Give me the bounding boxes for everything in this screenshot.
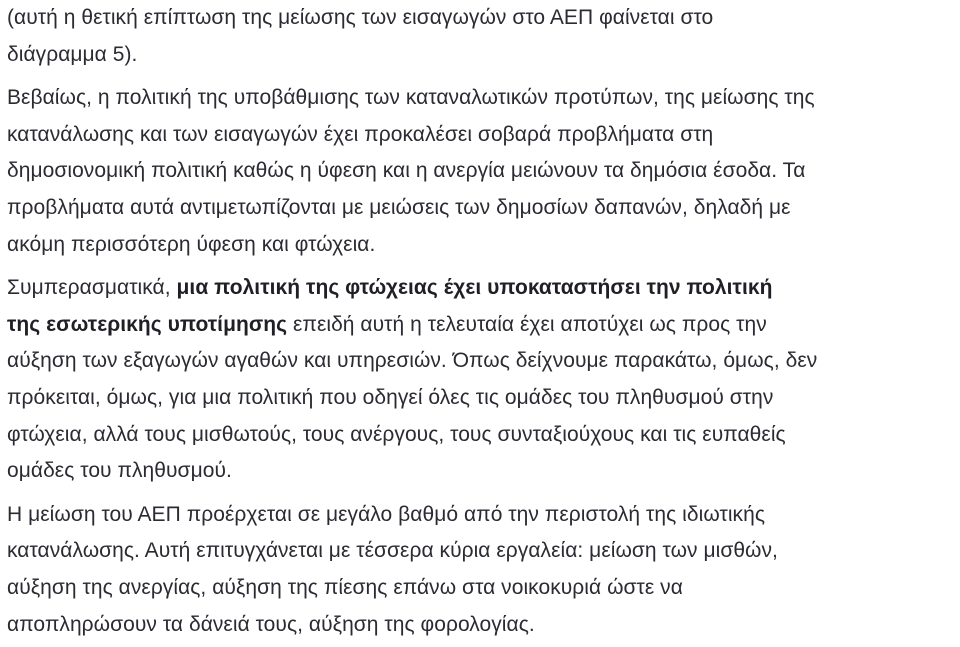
text-line: φτώχεια, αλλά τους μισθωτούς, τους ανέργους, τους συνταξιούχους και τις ευπαθείς [7,422,786,446]
text-line: αύξηση των εξαγωγών αγαθών και υπηρεσιών. Όπως δείχνουμε παρακάτω, όμως, δεν [7,349,818,373]
text-line: προβλήματα αυτά αντιμετωπίζονται με μειώσεις των δημοσίων δαπανών, δηλαδή με [7,195,791,219]
text-line: Βεβαίως, η πολιτική της υποβάθμισης των καταναλωτικών προτύπων, της μείωσης της [7,86,815,110]
paragraph-4 [7,497,954,643]
text-line: (αυτή η θετική επίπτωση της μείωσης των εισαγωγών στο ΑΕΠ φαίνεται στο [7,6,714,29]
text-line: της εσωτερικής υποτίμησης επειδή αυτή η τελευταία έχει αποτύχει ως προς την [7,312,767,336]
text-line: δημοσιονομική πολιτική καθώς η ύφεση και η ανεργία μειώνουν τα δημόσια έσοδα. Τα [7,159,806,183]
emphasis-text: μια πολιτική της φτώχειας έχει υποκαταστήσει την πολιτική [176,276,773,300]
paragraph-3 [7,270,954,490]
paragraph-1 [7,0,954,73]
text-line: κατανάλωσης και των εισαγωγών έχει προκαλέσει σοβαρά προβλήματα στη [7,122,714,146]
paragraph-2 [7,80,954,263]
text-line: διάγραμμα 5). [7,42,138,66]
text-line: Η μείωση του ΑΕΠ προέρχεται σε μεγάλο βαθμό από την περιστολή της ιδιωτικής [7,502,765,526]
text-line: ακόμη περισσότερη ύφεση και φτώχεια. [7,232,376,256]
text-line: αύξηση της ανεργίας, αύξηση της πίεσης επάνω στα νοικοκυριά ώστε να [7,575,683,599]
text-line: ομάδες του πληθυσμού. [7,459,232,483]
text-line: πρόκειται, όμως, για μια πολιτική που οδηγεί όλες τις ομάδες του πληθυσμού στην [7,385,774,409]
emphasis-text: της εσωτερικής υποτίμησης [7,312,288,336]
text-line: αποπληρώσουν τα δάνειά τους, αύξηση της φορολογίας. [7,612,535,636]
text-line: κατανάλωσης. Αυτή επιτυγχάνεται με τέσσερα κύρια εργαλεία: μείωση των μισθών, [7,539,778,563]
text-line: Συμπερασματικά, μια πολιτική της φτώχειας έχει υποκαταστήσει την πολιτική [7,276,773,300]
